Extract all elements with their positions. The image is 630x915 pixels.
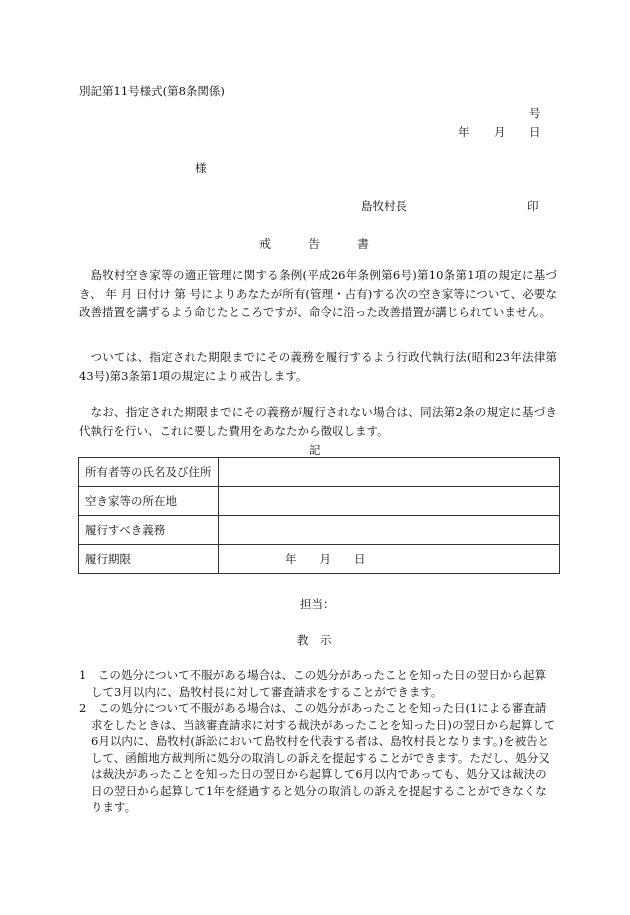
row-label-owner: 所有者等の氏名及び住所	[79, 458, 219, 487]
form-title: 別記第11号様式(第8条関係)	[79, 84, 225, 98]
row-value-deadline: 年 月 日	[219, 545, 560, 574]
row-value-owner	[219, 458, 560, 487]
body-paragraph-1: 島牧村空き家等の適正管理に関する条例(平成26年条例第6号)第10条第1項の規定に基づき、 年 月 日付け 第 号によりあなたが所有(管理・占有)する次の空き家等について、必要な改善措置を講ずるよう命じたところですが、命令に沿った改善措置が講じられていません。	[79, 268, 557, 319]
body-paragraph-3: なお、指定された期限までにその義務が履行されない場合は、同法第2条の規定に基づき代執行を行い、これに要した費用をあなたから徴収します。	[79, 405, 557, 438]
details-table	[78, 457, 560, 574]
body-paragraph-2: ついては、指定された期限までにその義務を履行するよう行政代執行法(昭和23年法律第43号)第3条第1項の規定により戒告します。	[79, 350, 557, 383]
table-row	[79, 516, 560, 545]
instruction-item-1: 1 この処分について不服がある場合は、この処分があったことを知った日の翌日から起算して3月以内に、島牧村長に対して審査請求をすることができます。	[79, 668, 546, 699]
instruction-list	[79, 667, 557, 816]
addressee-suffix: 様	[195, 161, 207, 175]
table-row	[79, 458, 560, 487]
instruction-heading: 教 示	[297, 633, 332, 647]
person-in-charge-label: 担当：	[300, 597, 335, 611]
header-date-day: 日	[529, 125, 541, 139]
row-label-location: 空き家等の所在地	[79, 487, 219, 516]
issuer-name: 島牧村長	[361, 199, 407, 213]
table-row	[79, 545, 560, 574]
instruction-item-2: 2 この処分について不服がある場合は、この処分があったことを知った日(1による審査請求をしたときは、当該審査請求に対する裁決があったことを知った日)の翌日から起算して6月以内に、島牧村(訴訟において島牧村を代表する者は、島牧村長となります。)を被告として、函館地方裁判所に処分の取消しの訴えを提起することができます。ただし、処分又は裁決があったことを知った日の翌日から起算して6月以内であっても、処分又は裁決の日の翌日から起算して1年を経過すると処分の取消しの訴えを提起することができなくなります。	[79, 701, 556, 814]
ki-heading: 記	[309, 443, 321, 457]
document-title-char-2: 告	[308, 237, 321, 251]
header-date-month: 月	[494, 125, 506, 139]
document-title-char-1: 戒	[259, 237, 272, 251]
row-label-obligation: 履行すべき義務	[79, 516, 219, 545]
row-value-location	[219, 487, 560, 516]
row-value-obligation	[219, 516, 560, 545]
header-date-year: 年	[458, 125, 470, 139]
row-label-deadline: 履行期限	[79, 545, 219, 574]
document-number-label: 号	[529, 106, 541, 120]
document-title-char-3: 書	[357, 237, 370, 251]
seal-mark: 印	[527, 199, 539, 213]
table-row	[79, 487, 560, 516]
